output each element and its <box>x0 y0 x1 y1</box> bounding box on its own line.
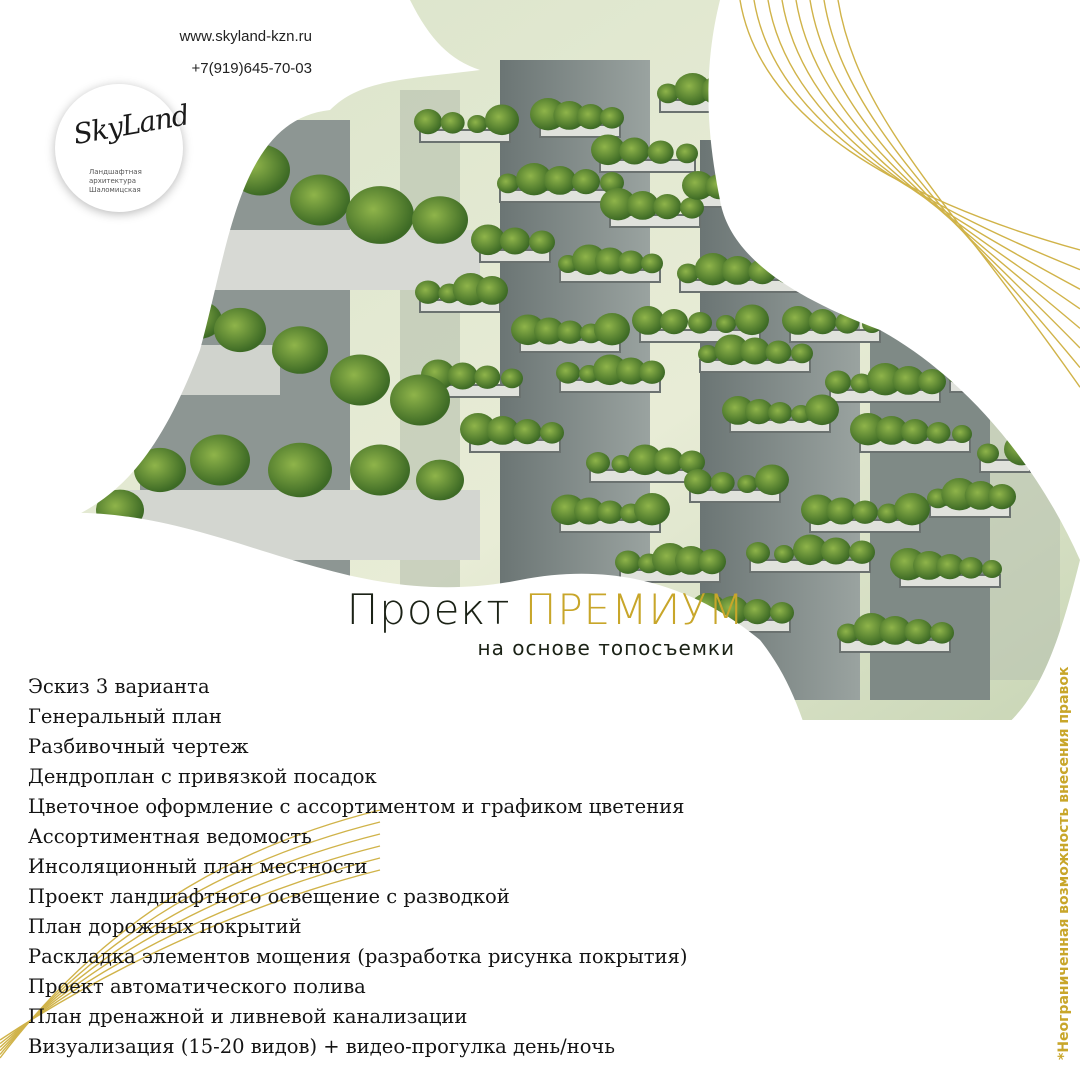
logo-badge <box>55 84 192 212</box>
service-item: Проект автоматического полива <box>28 975 366 998</box>
logo-wordmark: SkyLand <box>70 98 192 151</box>
title-main: Проект <box>346 585 511 634</box>
title-accent: ПРЕМИУМ <box>524 585 745 634</box>
service-list <box>28 672 687 1062</box>
service-item: Инсоляционный план местности <box>28 855 368 878</box>
website-link[interactable]: www.skyland-kzn.ru <box>179 28 312 45</box>
service-item: Разбивочный чертеж <box>28 735 249 758</box>
logo-tagline: Ландшафтная архитектура Шаломицская <box>89 168 142 194</box>
service-item: План дренажной и ливневой канализации <box>28 1005 468 1028</box>
phone-link[interactable]: +7(919)645-70-03 <box>191 60 312 77</box>
service-item: Проект ландшафтного освещение с разводкой <box>28 885 510 908</box>
headline <box>245 585 745 661</box>
service-item: Дендроплан с привязкой посадок <box>28 765 377 788</box>
page-subtitle: на основе топосъемки <box>477 636 735 660</box>
service-item: Цветочное оформление с ассортиментом и графиком цветения <box>28 795 685 818</box>
service-item: План дорожных покрытий <box>28 915 302 938</box>
contact-block <box>179 28 312 80</box>
service-item: Ассортиментная ведомость <box>28 825 312 848</box>
page-title <box>245 585 745 635</box>
service-item: Генеральный план <box>28 705 222 728</box>
service-item: Раскладка элементов мощения (разработка рисунка покрытия) <box>28 945 688 968</box>
side-note: *Неограниченная возможность внесения правок <box>1056 666 1072 1060</box>
service-item: Визуализация (15-20 видов) + видео-прогулка день/ночь <box>28 1035 615 1058</box>
service-item: Эскиз 3 варианта <box>28 675 210 698</box>
